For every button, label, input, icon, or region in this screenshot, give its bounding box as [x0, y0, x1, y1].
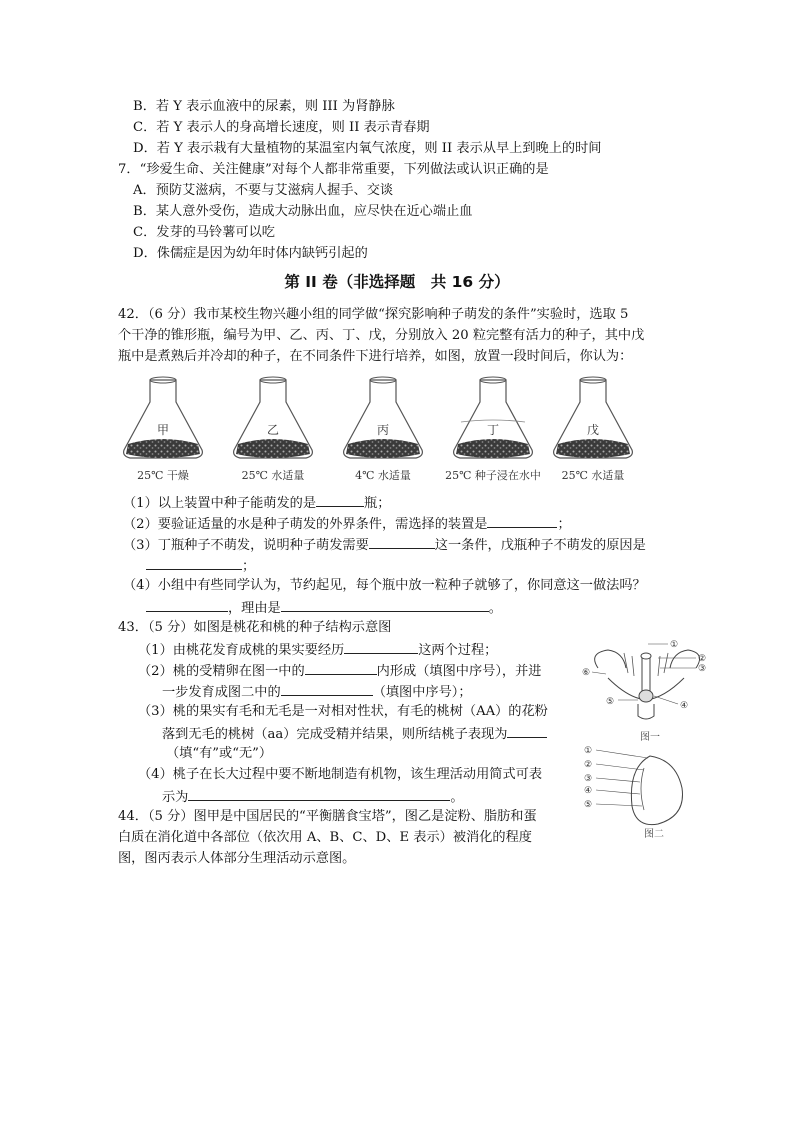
fig2-label-2: ② [584, 760, 593, 770]
q42-sub-2-blank[interactable] [487, 513, 557, 528]
flask-yi-name: 乙 [266, 423, 280, 437]
q43-sub-1 [138, 639, 497, 661]
fig1-label-6: ⑥ [582, 668, 591, 678]
q6-option-b: B．若 Y 表示血液中的尿素，则 III 为肾静脉 [133, 99, 395, 114]
q42-sub-3-mid: 这一条件，戊瓶种子不萌发的原因是 [434, 538, 646, 553]
q44-line-1: 44．（5 分）图甲是中国居民的“平衡膳食宝塔”，图乙是淀粉、脂肪和蛋 [118, 809, 537, 824]
flask-ding [445, 377, 541, 482]
q42-line-1: 42．（6 分）我市某校生物兴趣小组的同学做“探究影响种子萌发的条件”实验时，选取 5 [118, 307, 629, 322]
fig1-label-1: ① [670, 640, 679, 650]
q42-line-2: 个干净的锥形瓶，编号为甲、乙、丙、丁、戊，分别放入 20 粒完整有活力的种子，其中戊 [118, 328, 645, 343]
q43-sub-2-mid: 内形成（填图中序号），并进 [376, 664, 542, 679]
fig2-label-1: ① [584, 746, 593, 756]
q42-sub-4-end: 。 [488, 601, 502, 616]
peach-seed-diagram [584, 746, 683, 838]
q6-option-c: C．若 Y 表示人的身高增长速度，则 II 表示青春期 [133, 120, 430, 135]
q43-sub-4-end: 。 [450, 790, 464, 805]
flask-wu [554, 377, 633, 482]
flask-bing-label: 4℃ 水适量 [355, 469, 411, 482]
q7-option-b: B．某人意外受伤，造成大动脉出血，应尽快在近心端止血 [133, 204, 473, 219]
q43-sub-4: （4）桃子在长大过程中要不断地制造有机物，该生理活动用简式可表 [138, 767, 543, 782]
q43-sub-2-text-2: 一步发育成图二中的 [162, 685, 281, 700]
q42-sub-2-end: ； [557, 517, 571, 532]
q42-sub-4-blank-1[interactable] [146, 597, 228, 612]
q42-sub-1 [123, 492, 390, 514]
fig1-label-2: ② [698, 654, 707, 664]
q42-sub-3-cont [146, 555, 255, 577]
q42-sub-1-text: （1）以上装置中种子能萌发的是 [123, 496, 317, 511]
flask-jia [124, 377, 203, 482]
q42-sub-3-blank-2[interactable] [146, 555, 242, 570]
fig2-caption: 图二 [644, 829, 664, 838]
q43-sub-2-cont [162, 681, 472, 703]
flask-bing [344, 377, 423, 482]
fig1-label-3: ③ [698, 664, 707, 674]
flask-bing-name: 丙 [376, 423, 390, 437]
q7-stem: 7．“珍爱生命、关注健康”对每个人都非常重要，下列做法或认识正确的是 [118, 162, 549, 177]
q43-sub-2-end: （填图中序号）； [372, 685, 472, 700]
q7-option-a: A．预防艾滋病，不要与艾滋病人握手、交谈 [133, 183, 394, 198]
q42-line-3: 瓶中是煮熟后并冷却的种子，在不同条件下进行培养，如图，放置一段时间后，你认为： [118, 349, 633, 364]
flask-ding-label: 25℃ 种子浸在水中 [445, 469, 541, 482]
fig1-label-4: ④ [680, 701, 689, 711]
q44-line-2: 白质在消化道中各部位（依次用 A、B、C、D、E 表示）被消化的程度 [118, 830, 532, 845]
q43-sub-4-cont [162, 786, 464, 808]
q43-sub-2 [138, 660, 541, 682]
flask-wu-name: 戊 [586, 423, 600, 437]
flask-jia-label: 25℃ 干燥 [137, 469, 189, 482]
peach-flower-seed-figure [578, 638, 718, 838]
q42-sub-3-end: ； [242, 559, 256, 574]
flask-wu-label: 25℃ 水适量 [561, 469, 625, 482]
q43-sub-3-text: 落到无毛的桃树（aa）完成受精并结果，则所结桃子表现为 [162, 727, 508, 742]
q43-sub-2-blank-2[interactable] [281, 681, 373, 696]
q43-sub-1-text: （1）由桃花发育成桃的果实要经历 [138, 643, 345, 658]
flask-ding-name: 丁 [486, 423, 500, 437]
flask-jia-name: 甲 [156, 423, 170, 437]
fig1-label-5: ⑤ [606, 697, 615, 707]
q43-sub-3-cont [162, 723, 547, 745]
q43-sub-4-text: 示为 [162, 790, 189, 805]
q7-option-d: D．侏儒症是因为幼年时体内缺钙引起的 [133, 246, 368, 261]
q42-sub-1-blank[interactable] [316, 492, 364, 507]
q42-sub-2-text: （2）要验证适量的水是种子萌发的外界条件，需选择的装置是 [123, 517, 488, 532]
section-title: 第 II 卷（非选择题 共 16 分） [284, 273, 510, 291]
q42-sub-2 [123, 513, 571, 535]
q43-sub-3: （3）桃的果实有毛和无毛是一对相对性状，有毛的桃树（AA）的花粉 [138, 704, 548, 719]
q42-sub-3-text: （3）丁瓶种子不萌发，说明种子萌发需要 [123, 538, 369, 553]
q43-sub-3-blank[interactable] [507, 723, 547, 738]
q42-sub-4-mid: ，理由是 [228, 601, 281, 616]
q42-sub-1-end: 瓶； [364, 496, 391, 511]
fig2-label-4: ④ [584, 786, 593, 796]
fig1-caption: 图一 [640, 732, 660, 743]
q43-sub-4-blank[interactable] [188, 786, 450, 801]
q42-sub-3-blank-1[interactable] [369, 534, 435, 549]
peach-flower-diagram [582, 640, 706, 743]
flask-experiment-figure [118, 372, 638, 490]
q42-sub-4-cont [146, 597, 502, 619]
flask-yi [234, 377, 313, 482]
q42-sub-4: （4）小组中有些同学认为，节约起见，每个瓶中放一粒种子就够了，你同意这一做法吗？ [123, 578, 646, 593]
fig2-label-3: ③ [584, 774, 593, 784]
q43-sub-3-hint: （填“有”或“无”） [166, 746, 273, 761]
q43-sub-1-blank[interactable] [344, 639, 418, 654]
q43-stem: 43．（5 分）如图是桃花和桃的种子结构示意图 [118, 620, 392, 635]
q6-option-d: D．若 Y 表示栽有大量植物的某温室内氧气浓度，则 II 表示从早上到晚上的时间 [133, 141, 602, 156]
q7-option-c: C．发芽的马铃薯可以吃 [133, 225, 275, 240]
q43-sub-2-text: （2）桃的受精卵在图一中的 [138, 664, 305, 679]
flask-yi-label: 25℃ 水适量 [241, 469, 305, 482]
q44-line-3: 图，图丙表示人体部分生理活动示意图。 [118, 851, 356, 866]
q43-sub-2-blank-1[interactable] [305, 660, 377, 675]
q42-sub-4-blank-2[interactable] [281, 597, 489, 612]
fig2-label-5: ⑤ [584, 800, 593, 810]
q43-sub-1-end: 这两个过程； [418, 643, 498, 658]
q42-sub-3 [123, 534, 646, 556]
